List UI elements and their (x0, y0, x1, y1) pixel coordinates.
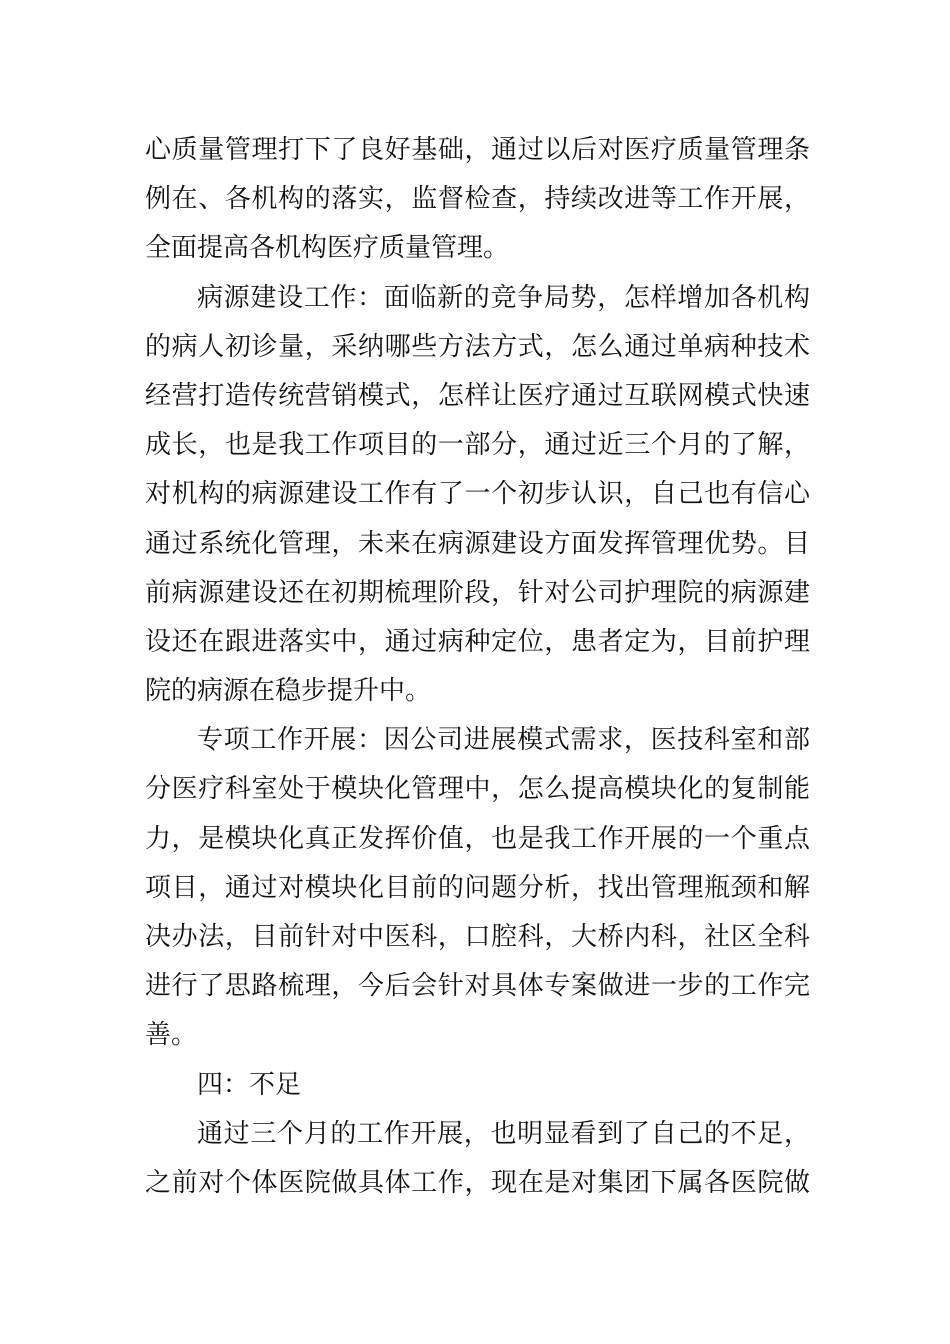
text-line: 力，是模块化真正发挥价值，也是我工作开展的一个重点 (145, 823, 810, 854)
paragraph-start-line: 病源建设工作：面临新的竞争局势，怎样增加各机构 (197, 282, 810, 313)
text-line: 成长，也是我工作项目的一部分，通过近三个月的了解， (145, 430, 810, 461)
text-line: 之前对个体医院做具体工作，现在是对集团下属各医院做 (145, 1167, 810, 1198)
text-line: 前病源建设还在初期梳理阶段，针对公司护理院的病源建 (145, 577, 810, 608)
text-line: 分医疗科室处于模块化管理中，怎么提高模块化的复制能 (145, 774, 810, 805)
text-line: 对机构的病源建设工作有了一个初步认识，自己也有信心 (145, 479, 810, 510)
text-line: 决办法，目前针对中医科，口腔科，大桥内科，社区全科 (145, 922, 810, 952)
text-line: 项目，通过对模块化目前的问题分析，找出管理瓶颈和解 (145, 872, 810, 903)
text-line: 的病人初诊量，采纳哪些方法方式，怎么通过单病种技术 (145, 331, 810, 362)
text-line: 通过系统化管理，未来在病源建设方面发挥管理优势。目 (145, 528, 810, 559)
paragraph-start-line: 专项工作开展：因公司进展模式需求，医技科室和部 (197, 725, 810, 756)
text-line: 进行了思路梳理，今后会针对具体专案做进一步的工作完 (145, 971, 810, 1002)
document-body (145, 126, 810, 1208)
text-line: 全面提高各机构医疗质量管理。 (145, 233, 510, 264)
text-line: 经营打造传统营销模式，怎样让医疗通过互联网模式快速 (145, 380, 810, 411)
text-line: 院的病源在稳步提升中。 (145, 676, 432, 707)
paragraph-start-line: 通过三个月的工作开展，也明显看到了自己的不足， (197, 1118, 810, 1149)
text-line: 心质量管理打下了良好基础，通过以后对医疗质量管理条 (145, 135, 810, 165)
text-line: 设还在跟进落实中，通过病种定位，患者定为，目前护理 (145, 626, 810, 657)
text-line: 善。 (145, 1020, 198, 1051)
section-heading: 四：不足 (197, 1069, 302, 1100)
text-line: 例在、各机构的落实，监督检查，持续改进等工作开展， (145, 184, 810, 215)
